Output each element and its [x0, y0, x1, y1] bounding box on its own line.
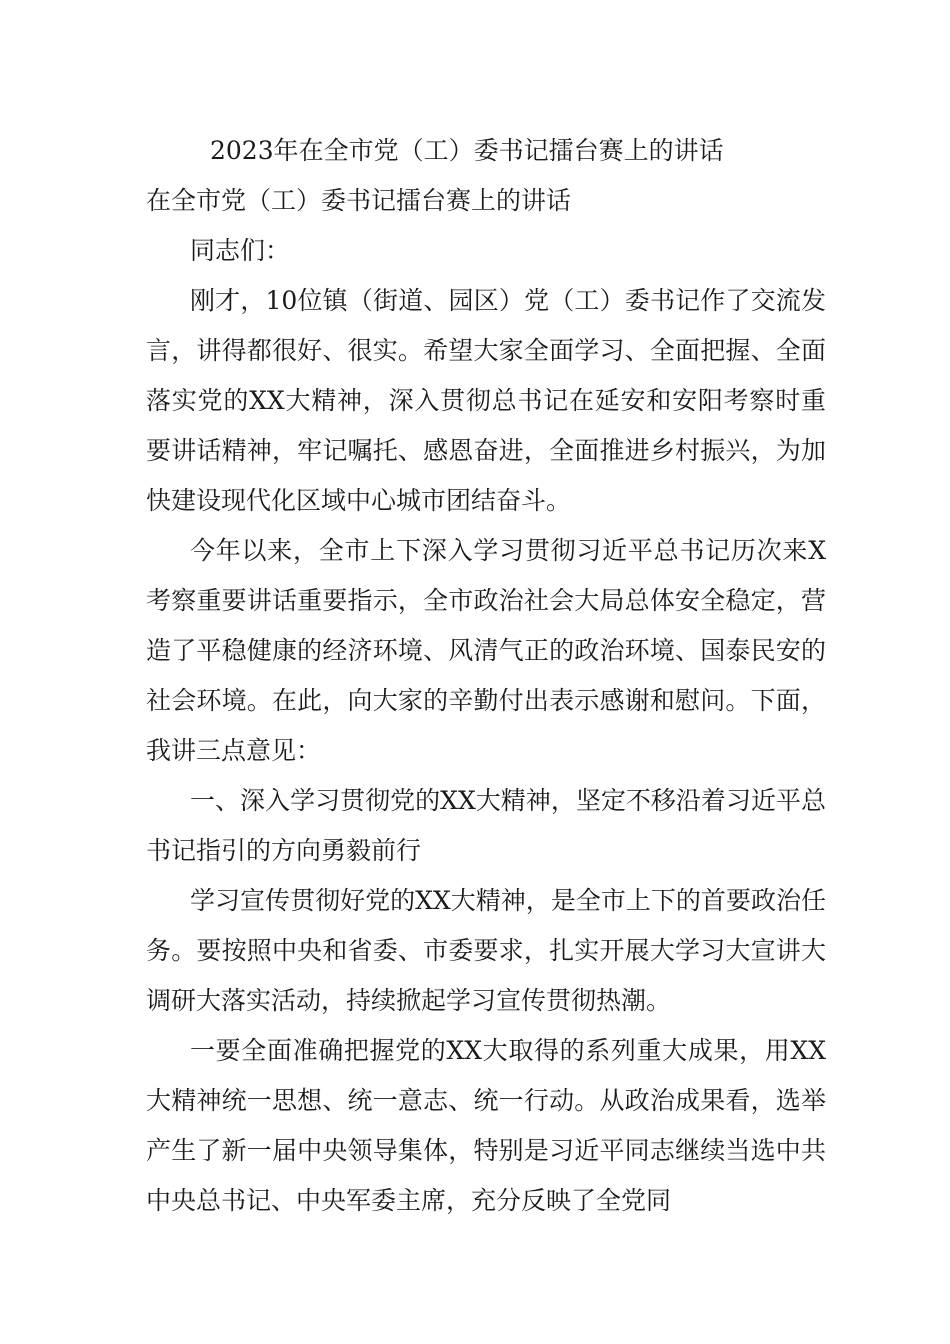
paragraph: 一要全面准确把握党的XX大取得的系列重大成果，用XX大精神统一思想、统一意志、统一行动。从政治成果看，选举产生了新一届中央领导集体，特别是习近平同志继续当选中共中央总书记、中央军委主席，充分反映了全党同 — [146, 1036, 826, 1215]
paragraph: 刚才，10位镇（街道、园区）党（工）委书记作了交流发言，讲得都很好、很实。希望大家全面学习、全面把握、全面落实党的XX大精神，深入贯彻总书记在延安和安阳考察时重要讲话精神，牢记嘱托、感恩奋进，全面推进乡村振兴，为加快建设现代化区域中心城市团结奋斗。 — [146, 286, 826, 515]
document-title: 2023年在全市党（工）委书记擂台赛上的讲话 — [210, 136, 724, 165]
document-subtitle: 在全市党（工）委书记擂台赛上的讲话 — [146, 186, 572, 215]
section-heading: 一、深入学习贯彻党的XX大精神，坚定不移沿着习近平总书记指引的方向勇毅前行 — [146, 786, 826, 865]
paragraph: 学习宣传贯彻好党的XX大精神，是全市上下的首要政治任务。要按照中央和省委、市委要求，扎实开展大学习大宣讲大调研大落实活动，持续掀起学习宣传贯彻热潮。 — [146, 886, 826, 1015]
salutation: 同志们： — [190, 236, 291, 265]
paragraph: 今年以来，全市上下深入学习贯彻习近平总书记历次来X考察重要讲话重要指示，全市政治社会大局总体安全稳定，营造了平稳健康的经济环境、风清气正的政治环境、国泰民安的社会环境。在此，向大家的辛勤付出表示感谢和慰问。下面，我讲三点意见： — [146, 536, 826, 765]
document-body — [146, 126, 826, 1226]
